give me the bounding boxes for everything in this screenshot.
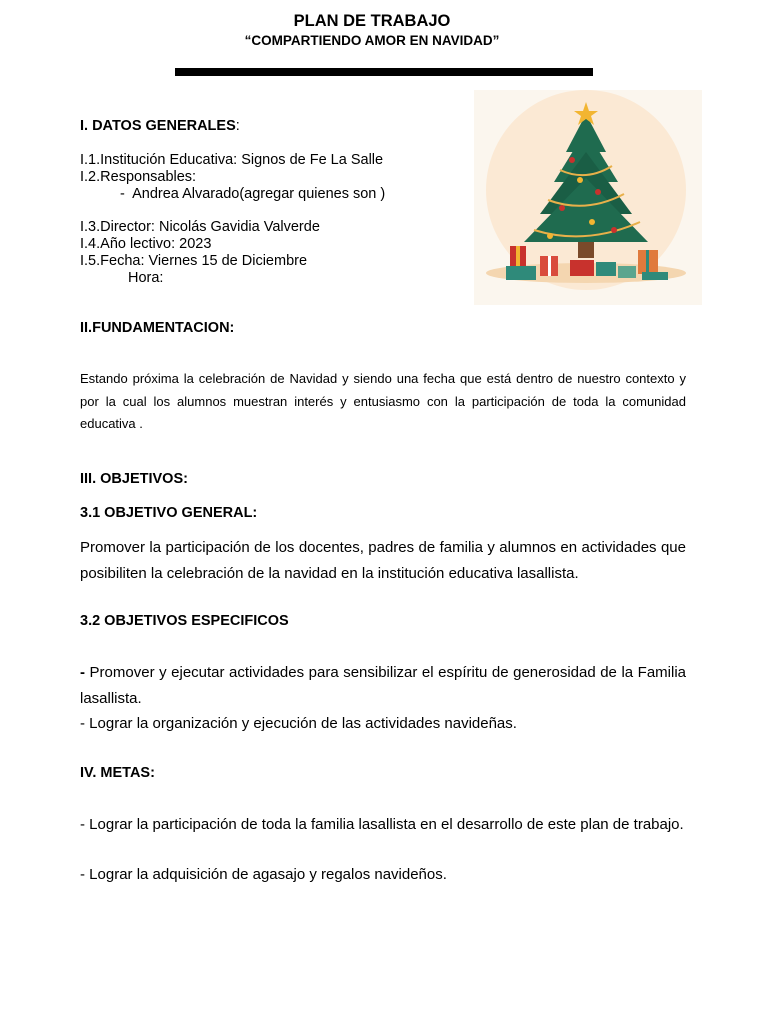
item-text: Responsables: bbox=[100, 169, 197, 185]
page-subtitle: “COMPARTIENDO AMOR EN NAVIDAD” bbox=[244, 33, 500, 48]
christmas-tree-illustration bbox=[474, 90, 702, 305]
objetivo-especifico-item bbox=[80, 711, 686, 737]
page-title: PLAN DE TRABAJO bbox=[293, 12, 451, 30]
item-text: Lograr la organización y ejecución de las actividades navideñas. bbox=[89, 715, 517, 732]
item-text: Lograr la participación de toda la familia lasallista en el desarrollo de este plan de trabajo. bbox=[89, 816, 684, 833]
objetivo-general-text: Promover la participación de los docentes, padres de familia y alumnos en actividades que posibiliten la celebración de la navidad en la institución educativa lasallista. bbox=[80, 539, 686, 582]
fundamentacion-paragraph: Estando próxima la celebración de Navidad y siendo una fecha que está dentro de nuestro contexto y por la cual los alumnos muestran interés y entusiasmo con la participación de toda la comunidad educativa . bbox=[80, 371, 686, 431]
item-text: Andrea Alvarado(agregar quienes son ) bbox=[132, 186, 386, 202]
item-text: Fecha: Viernes 15 de Diciembre bbox=[100, 253, 308, 269]
item-number: I.5. bbox=[80, 253, 101, 269]
objetivo-especifico-item bbox=[80, 660, 686, 711]
item-text: Institución Educativa: Signos de Fe La Salle bbox=[100, 152, 384, 168]
section-datos-generales-heading bbox=[80, 118, 240, 134]
item-bullet: - bbox=[80, 664, 85, 681]
item-text: Promover y ejecutar actividades para sensibilizar el espíritu de generosidad de la Familia lasallista. bbox=[80, 664, 686, 707]
item-bullet: - bbox=[80, 866, 85, 883]
meta-item bbox=[80, 862, 686, 888]
item-number: I.2. bbox=[80, 169, 101, 185]
christmas-tree-icon bbox=[474, 90, 702, 305]
item-bullet: - bbox=[120, 186, 125, 202]
meta-item bbox=[80, 812, 686, 838]
item-bullet: - bbox=[80, 715, 85, 732]
list-item bbox=[80, 169, 196, 186]
list-item bbox=[80, 219, 320, 236]
section-metas-heading: IV. METAS: bbox=[80, 765, 155, 781]
objetivo-general-heading: 3.1 OBJETIVO GENERAL: bbox=[80, 505, 258, 521]
item-text: Director: Nicolás Gavidia Valverde bbox=[100, 219, 320, 235]
item-text: Lograr la adquisición de agasajo y regalos navideños. bbox=[89, 866, 447, 883]
title-rule bbox=[175, 68, 593, 76]
item-number: I.4. bbox=[80, 236, 101, 252]
list-item bbox=[80, 236, 211, 253]
item-text: Hora: bbox=[128, 270, 164, 286]
section-objetivos-heading: III. OBJETIVOS: bbox=[80, 471, 188, 487]
section-heading-colon: : bbox=[235, 118, 240, 134]
item-number: I.1. bbox=[80, 152, 101, 168]
item-number: I.3. bbox=[80, 219, 101, 235]
list-item bbox=[128, 270, 163, 287]
item-text: Año lectivo: 2023 bbox=[100, 236, 212, 252]
item-bullet: - bbox=[80, 816, 85, 833]
list-item bbox=[80, 152, 383, 169]
list-item bbox=[120, 186, 385, 203]
list-item bbox=[80, 253, 307, 270]
section-fundamentacion-heading: II.FUNDAMENTACION: bbox=[80, 320, 235, 336]
section-heading-text: I. DATOS GENERALES bbox=[80, 118, 236, 134]
objetivos-especificos-heading: 3.2 OBJETIVOS ESPECIFICOS bbox=[80, 613, 289, 629]
